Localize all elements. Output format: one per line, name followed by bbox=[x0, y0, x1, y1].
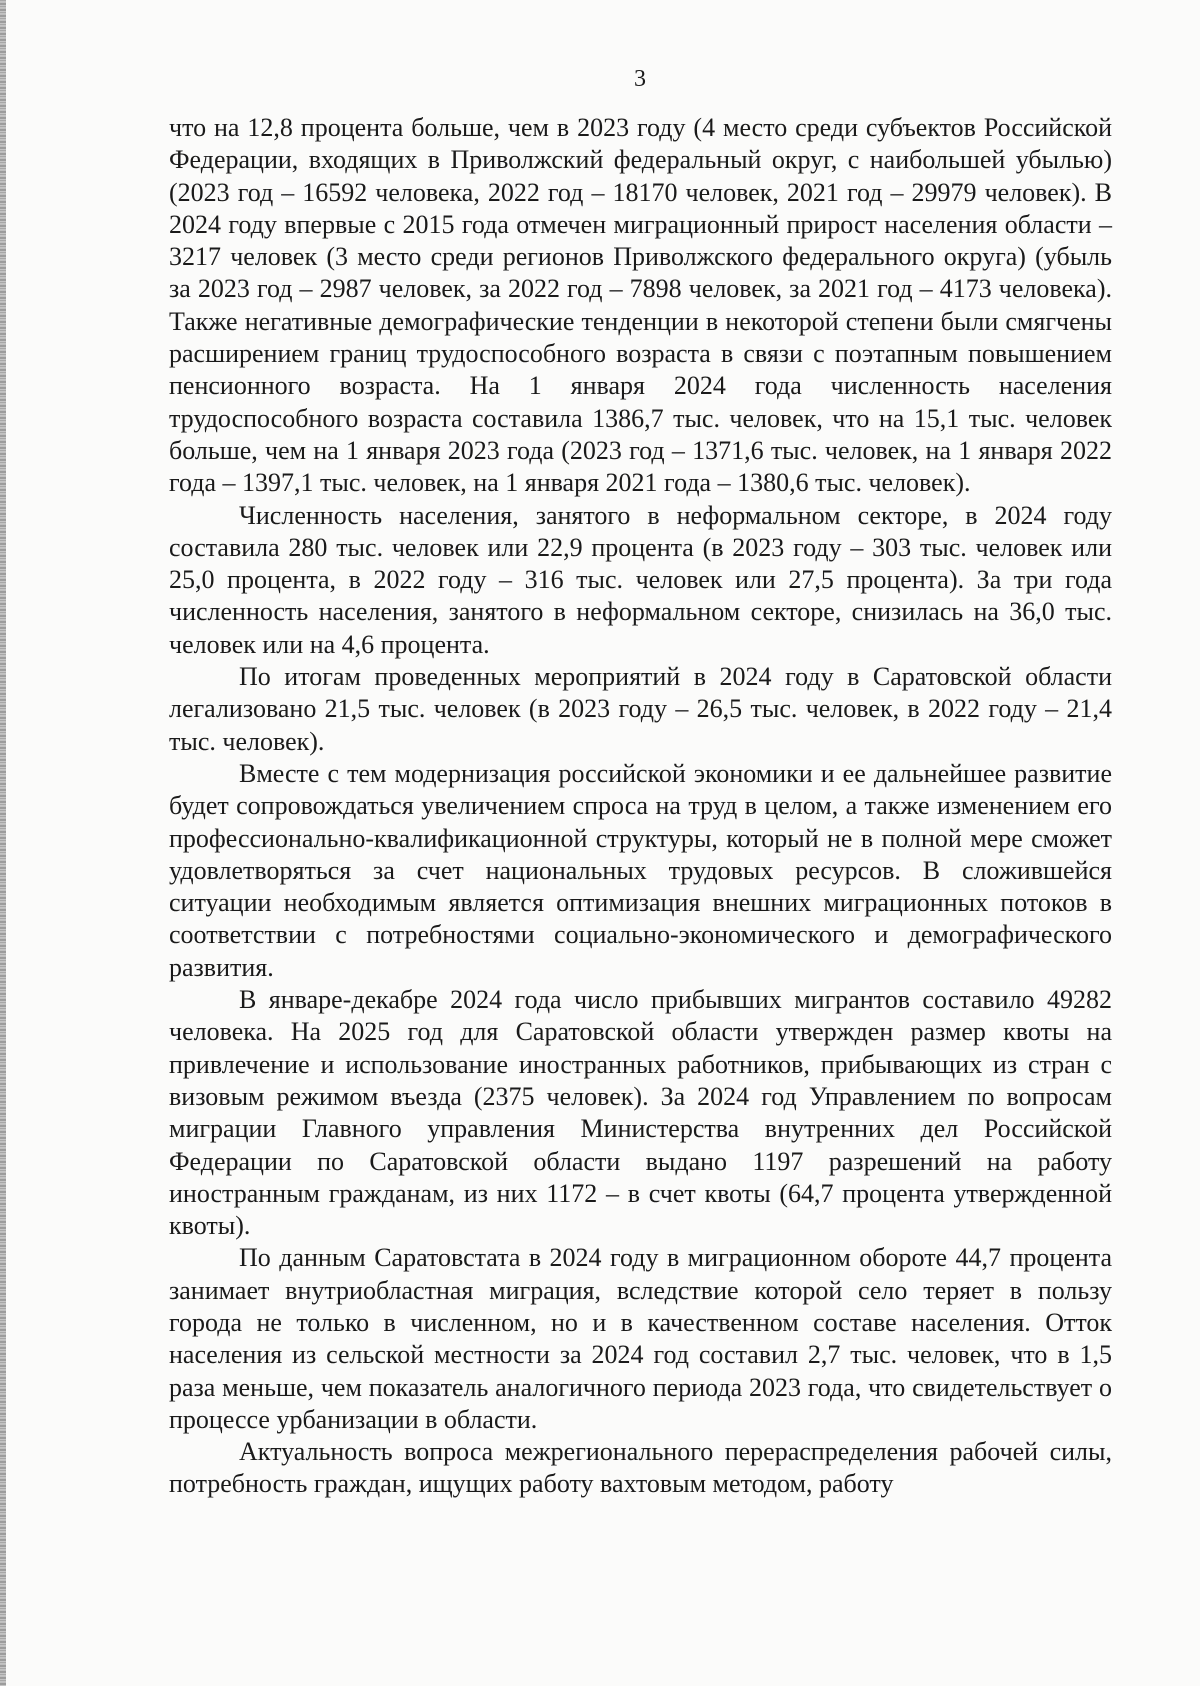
document-body bbox=[169, 112, 1112, 1501]
paragraph-interregional: Актуальность вопроса межрегионального перераспределения рабочей силы, потребность граждан, ищущих работу вахтовым методом, работу bbox=[169, 1437, 1112, 1499]
page-number: 3 bbox=[634, 66, 646, 92]
paragraph-informal-sector: Численность населения, занятого в неформальном секторе, в 2024 году составила 280 тыс. человек или 22,9 процента (в 2023 году – 303 тыс. человек или 25,0 процента, в 2022 году – 316 тыс. человек или 27,5 процента). За три года численность населения, занятого в неформальном секторе, снизилась на 36,0 тыс. человек или на 4,6 процента. bbox=[169, 500, 1112, 659]
paragraph-modernization: Вместе с тем модернизация российской экономики и ее дальнейшее развитие будет сопровождаться увеличением спроса на труд в целом, а также изменением его профессионально-квалификационной структуры, который не в полной мере сможет удовлетворяться за счет национальных трудовых ресурсов. В сложившейся ситуации необходимым является оптимизация внешних миграционных потоков в соответствии с потребностями социально-экономического и демографического развития. bbox=[169, 758, 1112, 982]
paragraph-legalization: По итогам проведенных мероприятий в 2024 году в Саратовской области легализовано 21,5 тыс. человек (в 2023 году – 26,5 тыс. человек, в 2022 году – 21,4 тыс. человек). bbox=[169, 662, 1112, 756]
scan-edge-decoration bbox=[0, 0, 6, 1686]
paragraph-migrants: В январе-декабре 2024 года число прибывших мигрантов составило 49282 человека. На 2025 год для Саратовской области утвержден размер квоты на привлечение и использование иностранных работников, прибывающих из стран с визовым режимом въезда (2375 человек). За 2024 год Управлением по вопросам миграции Главного управления Министерства внутренних дел Российской Федерации по Саратовской области выдано 1197 разрешений на работу иностранным гражданам, из них 1172 – в счет квоты (64,7 процента утвержденной квоты). bbox=[169, 985, 1112, 1241]
paragraph-intraregional-migration: По данным Саратовстата в 2024 году в миграционном обороте 44,7 процента занимает внутриобластная миграция, вследствие которой село теряет в пользу города не только в численном, но и в качественном составе населения. Отток населения из сельской местности за 2024 год составил 2,7 тыс. человек, что в 1,5 раза меньше, чем показатель аналогичного периода 2023 года, что свидетельствует о процессе урбанизации в области. bbox=[169, 1243, 1112, 1434]
paragraph-continuation: что на 12,8 процента больше, чем в 2023 году (4 место среди субъектов Российской Федерации, входящих в Приволжский федеральный округ, с наибольшей убылью) (2023 год – 16592 человека, 2022 год – 18170 человек, 2021 год – 29979 человек). В 2024 году впервые с 2015 года отмечен миграционный прирост населения области – 3217 человек (3 место среди регионов Приволжского федерального округа) (убыль за 2023 год – 2987 человек, за 2022 год – 7898 человек, за 2021 год – 4173 человека). Также негативные демографические тенденции в некоторой степени были смягчены расширением границ трудоспособного возраста в связи с поэтапным повышением пенсионного возраста. На 1 января 2024 года численность населения трудоспособного возраста составила 1386,7 тыс. человек, что на 15,1 тыс. человек больше, чем на 1 января 2023 года (2023 год – 1371,6 тыс. человек, на 1 января 2022 года – 1397,1 тыс. человек, на 1 января 2021 года – 1380,6 тыс. человек). bbox=[169, 113, 1112, 498]
